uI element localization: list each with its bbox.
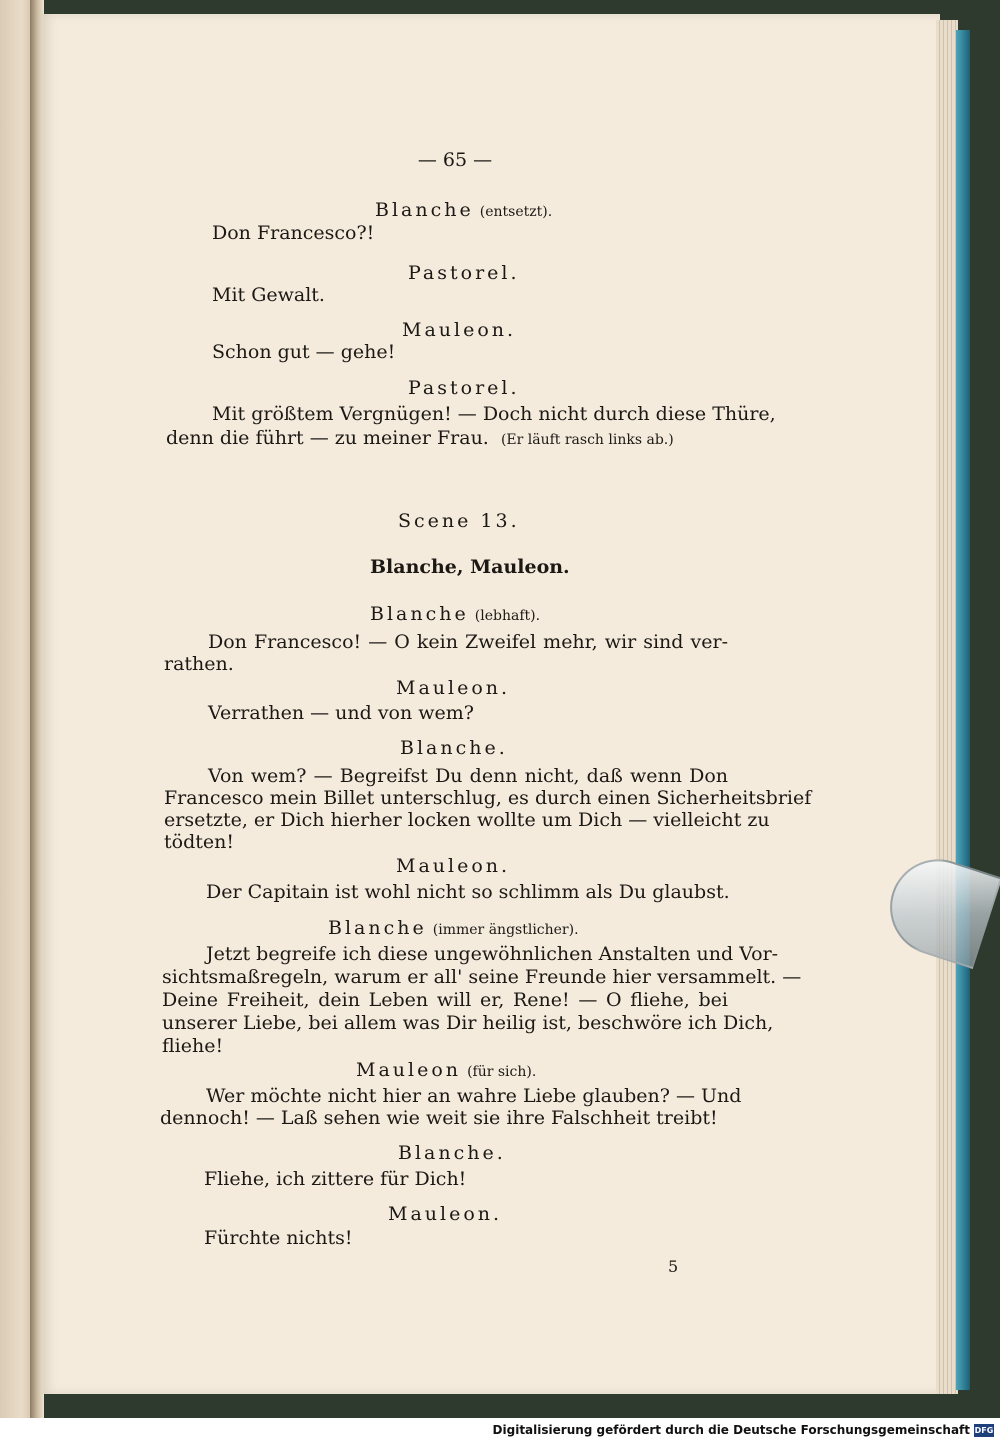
scene-persons: Blanche, Mauleon. bbox=[370, 556, 570, 578]
dialogue-line: Mit größtem Vergnügen! — Doch nicht durch diese Thüre, bbox=[212, 403, 776, 425]
dialogue-line: Jetzt begreife ich diese ungewöhnlichen Anstalten und Vor- bbox=[206, 943, 779, 965]
dialogue-line: Der Capitain ist wohl nicht so schlimm als Du glaubst. bbox=[206, 881, 730, 903]
funding-notice: Digitalisierung gefördert durch die Deutsche Forschungsgemeinschaft bbox=[492, 1423, 970, 1437]
speaker-heading: Pastorel. bbox=[408, 377, 520, 399]
dialogue-line: ersetzte, er Dich hierher locken wollte um Dich — vielleicht zu bbox=[164, 809, 770, 831]
dialogue-line: Fliehe, ich zittere für Dich! bbox=[204, 1168, 467, 1190]
speaker-heading: Mauleon. bbox=[396, 855, 511, 877]
dialogue-line: sichtsmaßregeln, warum er all' seine Freunde hier versammelt. — bbox=[162, 966, 802, 988]
speaker-heading: Mauleon. bbox=[388, 1203, 503, 1225]
dialogue-line: rathen. bbox=[164, 653, 234, 675]
speaker-heading: Pastorel. bbox=[408, 262, 520, 284]
scene-heading: Scene 13. bbox=[398, 510, 520, 532]
stage-direction: (Er läuft rasch links ab.) bbox=[500, 432, 674, 448]
dialogue-line: tödten! bbox=[164, 831, 234, 853]
speaker-heading: Mauleon (für sich). bbox=[356, 1059, 537, 1081]
dialogue-line: Von wem? — Begreifst Du denn nicht, daß wenn Don bbox=[208, 765, 728, 787]
dialogue-line: Mit Gewalt. bbox=[212, 284, 325, 306]
dialogue-line: denn die führt — zu meiner Frau. (Er läuft rasch links ab.) bbox=[166, 427, 674, 449]
speaker-heading: Mauleon. bbox=[402, 319, 517, 341]
speaker-heading: Mauleon. bbox=[396, 677, 511, 699]
speaker-heading: Blanche (immer ängstlicher). bbox=[328, 917, 579, 939]
page-number-header: — 65 — bbox=[417, 149, 493, 171]
dialogue-line: Schon gut — gehe! bbox=[212, 341, 396, 363]
dfg-logo: DFG bbox=[974, 1426, 994, 1435]
dialogue-line: Deine Freiheit, dein Leben will er, Rene! — O fliehe, bei bbox=[162, 989, 728, 1011]
speaker-heading: Blanche (entsetzt). bbox=[375, 199, 553, 221]
speaker-heading: Blanche. bbox=[398, 1142, 506, 1164]
dialogue-line: fliehe! bbox=[162, 1035, 224, 1057]
signature-mark: 5 bbox=[668, 1257, 679, 1276]
dialogue-line: Wer möchte nicht hier an wahre Liebe glauben? — Und bbox=[206, 1085, 742, 1107]
dialogue-line: Don Francesco! — O kein Zweifel mehr, wir sind ver- bbox=[208, 631, 728, 653]
dialogue-line: Verrathen — und von wem? bbox=[208, 702, 474, 724]
dialogue-line: unserer Liebe, bei allem was Dir heilig ist, beschwöre ich Dich, bbox=[162, 1012, 774, 1034]
speaker-heading: Blanche (lebhaft). bbox=[370, 603, 541, 625]
dialogue-line: Francesco mein Billet unterschlug, es durch einen Sicherheitsbrief bbox=[164, 787, 812, 809]
dialogue-line: dennoch! — Laß sehen wie weit sie ihre Falschheit treibt! bbox=[160, 1107, 718, 1129]
speaker-heading: Blanche. bbox=[400, 737, 508, 759]
dialogue-line: Don Francesco?! bbox=[212, 222, 375, 244]
dialogue-line: Fürchte nichts! bbox=[204, 1227, 353, 1249]
